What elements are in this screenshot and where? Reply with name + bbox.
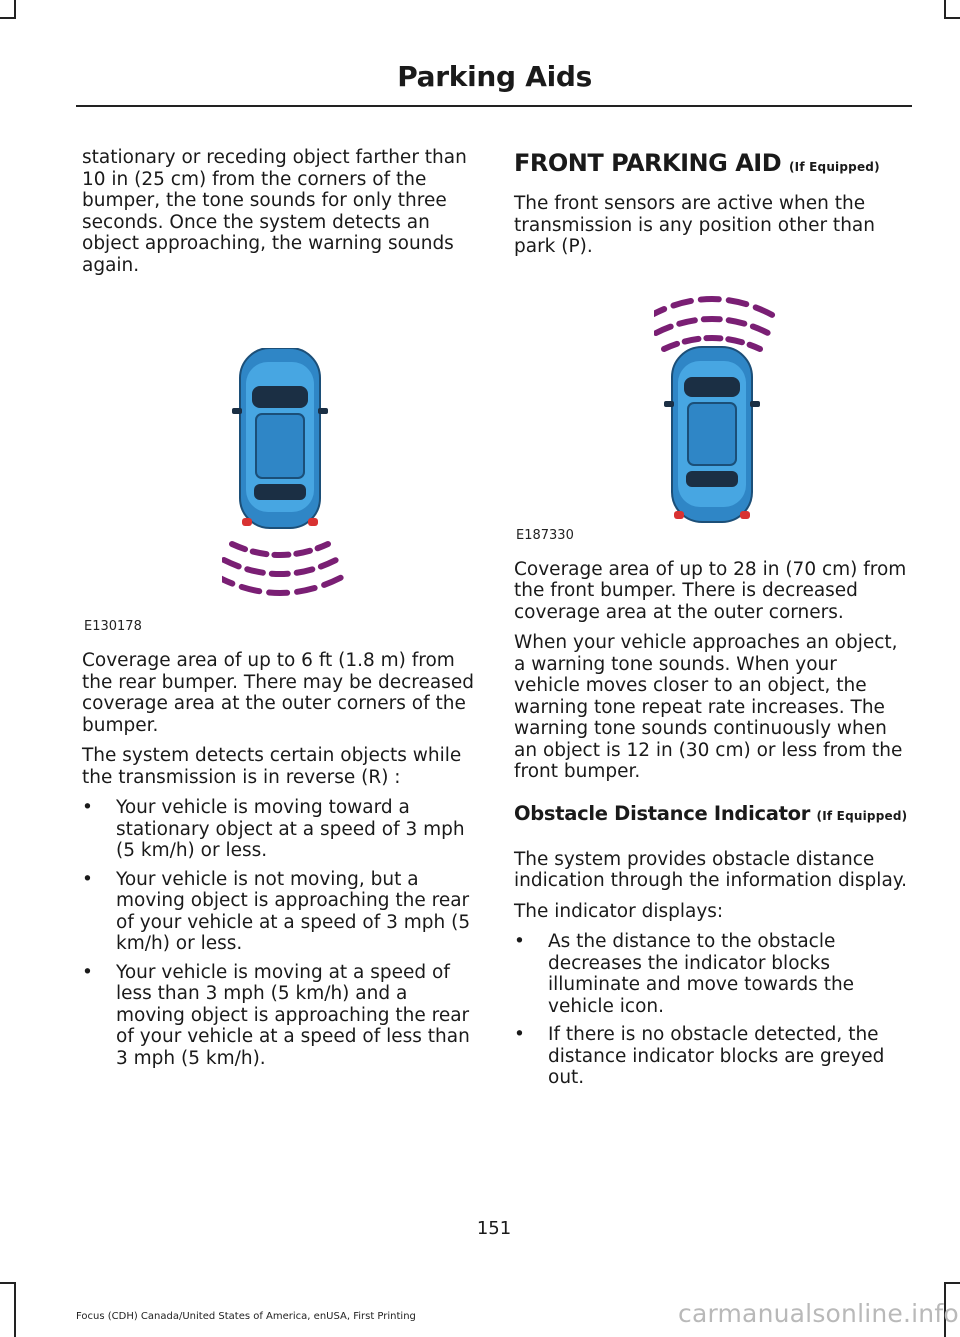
right-column: [514, 147, 908, 1096]
rear-coverage-text: Coverage area of up to 6 ft (1.8 m) from the rear bumper. There may be decreased coverage area at the outer corners of the bumper.: [82, 650, 474, 736]
crop-mark: [14, 0, 16, 18]
page-number: 151: [476, 1218, 512, 1239]
intro-paragraph: stationary or receding object farther than 10 in (25 cm) from the corners of the bumper, the tone sounds for only three seconds. Once the system detects an object approaching, the warning sounds again.: [82, 147, 467, 276]
crop-mark: [944, 17, 960, 19]
footer-text: Focus (CDH) Canada/United States of America, enUSA, First Printing: [76, 1311, 416, 1322]
page-title: Parking Aids: [397, 60, 592, 93]
obstacle-distance-indicator-heading: [514, 797, 908, 833]
list-item: [514, 1024, 908, 1089]
list-item: [82, 797, 474, 862]
indicator-list: [514, 931, 908, 1089]
front-sensor-arcs: [654, 299, 776, 349]
bullet-icon: •: [82, 797, 93, 818]
figure-id: E130178: [84, 619, 142, 634]
list-item-text: Your vehicle is moving toward a stationary object at a speed of 3 mph (5 km/h) or less.: [116, 797, 465, 861]
sensors-text: The front sensors are active when the transmission is any position other than park (P).: [514, 193, 875, 257]
bullet-icon: •: [514, 1024, 525, 1045]
list-item-text: If there is no obstacle detected, the distance indicator blocks are greyed out.: [548, 1024, 885, 1088]
crop-mark: [0, 17, 16, 19]
front-parking-car-illustration: [654, 277, 784, 527]
subheading-text: Obstacle Distance Indicator: [514, 801, 811, 825]
left-column: [82, 147, 474, 1076]
list-item-text: As the distance to the obstacle decreases the indicator blocks illuminate and move towards the vehicle icon.: [548, 931, 855, 1017]
list-item: [82, 869, 474, 955]
list-item: [514, 931, 908, 1017]
front-parking-aid-heading: [514, 149, 908, 177]
front-coverage-figure: [514, 267, 908, 547]
rear-conditions-list: [82, 797, 474, 1069]
rear-sensor-arcs: [222, 544, 344, 593]
detects-text: The system detects certain objects while the transmission is in reverse (R) :: [82, 745, 462, 788]
rear-parking-car-illustration: [222, 348, 352, 608]
crop-mark: [944, 0, 946, 18]
heading-note: (If Equipped): [788, 160, 880, 174]
crop-mark: [944, 1282, 960, 1284]
car-icon: [232, 348, 328, 528]
list-item: [82, 962, 474, 1070]
section-heading-text: FRONT PARKING AID: [514, 149, 782, 177]
bullet-icon: •: [82, 961, 93, 983]
indicator-text: The indicator displays:: [514, 900, 724, 922]
bullet-icon: •: [514, 931, 525, 952]
rear-coverage-figure: [82, 288, 474, 638]
car-icon: [664, 347, 760, 522]
crop-mark: [0, 1282, 16, 1284]
front-coverage-text: Coverage area of up to 28 in (70 cm) from the front bumper. There is decreased coverage area at the outer corners.: [514, 558, 907, 623]
subheading-note: (If Equipped): [816, 808, 908, 823]
list-item-text: Your vehicle is not moving, but a moving object is approaching the rear of your vehicle at a speed of 3 mph (5 km/h) or less.: [116, 868, 471, 954]
system-text: The system provides obstacle distance indication through the information display.: [514, 848, 907, 891]
watermark: carmanualsonline.info: [678, 1299, 959, 1328]
list-item-text: Your vehicle is moving at a speed of less than 3 mph (5 km/h) and a moving object is approaching the rear of your vehicle at a speed of less than 3 mph (5 km/h).: [116, 961, 470, 1069]
header-rule: [76, 105, 912, 107]
figure-id: E187330: [516, 527, 574, 543]
bullet-icon: •: [82, 868, 93, 890]
approach-text: When your vehicle approaches an object, a warning tone sounds. When your vehicle moves closer to an object, the warning tone repeat rate increases. The warning tone sounds continuously when an object is 12 in (30 cm) or less from the front bumper.: [514, 632, 903, 782]
crop-mark: [14, 1282, 16, 1337]
